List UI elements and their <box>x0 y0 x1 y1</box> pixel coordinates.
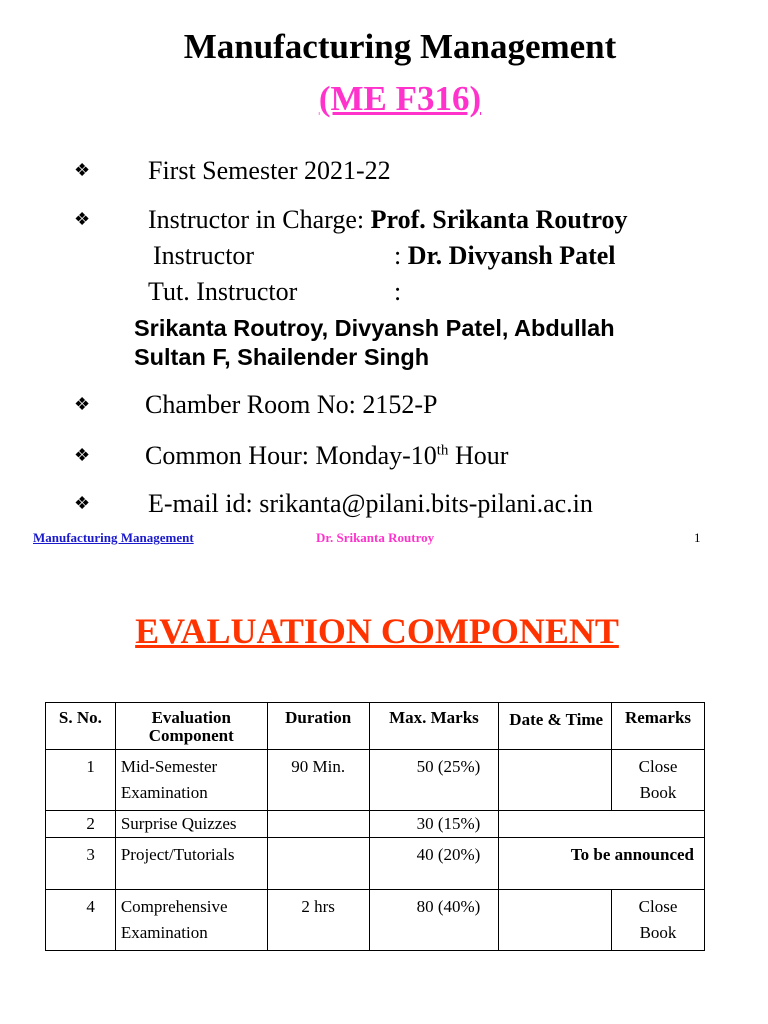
tut-instructor-colon: : <box>394 277 402 306</box>
header-date-time: Date & Time <box>499 703 612 750</box>
diamond-bullet-icon: ❖ <box>74 445 91 465</box>
diamond-bullet-icon: ❖ <box>74 493 91 513</box>
footer-course-link[interactable]: Manufacturing Management <box>33 530 194 545</box>
cell-sno: 1 <box>46 750 116 811</box>
cell-component: Comprehensive Examination <box>115 890 267 951</box>
table-row <box>46 890 705 951</box>
cell-component: Project/Tutorials <box>115 838 267 890</box>
cell-duration: 2 hrs <box>267 890 369 951</box>
cell-component: Mid-Semester Examination <box>115 750 267 811</box>
table-row <box>46 811 705 838</box>
table-row <box>46 750 705 811</box>
cell-remarks: Close Book <box>612 890 705 951</box>
header-marks: Max. Marks <box>369 703 499 750</box>
cell-duration <box>267 811 369 838</box>
cell-duration: 90 Min. <box>267 750 369 811</box>
cell-sno: 4 <box>46 890 116 951</box>
cell-marks: 80 (40%) <box>369 890 499 951</box>
header-sno: S. No. <box>46 703 116 750</box>
diamond-bullet-icon: ❖ <box>74 394 91 414</box>
header-duration: Duration <box>267 703 369 750</box>
tut-instructor-names: Srikanta Routroy, Divyansh Patel, Abdullah Sultan F, Shailender Singh <box>134 315 615 370</box>
diamond-bullet-icon: ❖ <box>74 209 91 229</box>
cell-component: Surprise Quizzes <box>115 811 267 838</box>
cell-remarks: Close Book <box>612 750 705 811</box>
instructor-in-charge: Instructor in Charge: Prof. Srikanta Routroy <box>148 205 628 234</box>
cell-date <box>499 890 612 951</box>
chamber-room: Chamber Room No: 2152-P <box>145 390 438 419</box>
cell-marks: 40 (20%) <box>369 838 499 890</box>
footer-page-number: 1 <box>694 530 701 545</box>
cell-sno: 3 <box>46 838 116 890</box>
tut-instructor-label: Tut. Instructor <box>148 277 298 306</box>
cell-date <box>499 811 705 838</box>
cell-marks: 50 (25%) <box>369 750 499 811</box>
table-header-row <box>46 703 705 750</box>
table-row <box>46 838 705 890</box>
header-component: Evaluation Component <box>115 703 267 750</box>
course-code: (ME F316) <box>318 79 482 118</box>
cell-date <box>499 750 612 811</box>
common-hour: Common Hour: Monday-10th Hour <box>145 441 509 470</box>
footer-author: Dr. Srikanta Routroy <box>316 530 435 545</box>
header-remarks: Remarks <box>612 703 705 750</box>
cell-marks: 30 (15%) <box>369 811 499 838</box>
cell-sno: 2 <box>46 811 116 838</box>
instructor-label: Instructor <box>153 241 255 270</box>
semester-text: First Semester 2021-22 <box>148 156 391 185</box>
evaluation-table <box>45 702 705 951</box>
evaluation-title: EVALUATION COMPONENT <box>135 611 619 651</box>
diamond-bullet-icon: ❖ <box>74 160 91 180</box>
email-id: E-mail id: srikanta@pilani.bits-pilani.ac.in <box>148 489 593 518</box>
cell-date-announced: To be announced <box>499 838 705 890</box>
cell-duration <box>267 838 369 890</box>
instructor-value: : Dr. Divyansh Patel <box>394 241 616 270</box>
slide-title: Manufacturing Management <box>183 27 617 66</box>
